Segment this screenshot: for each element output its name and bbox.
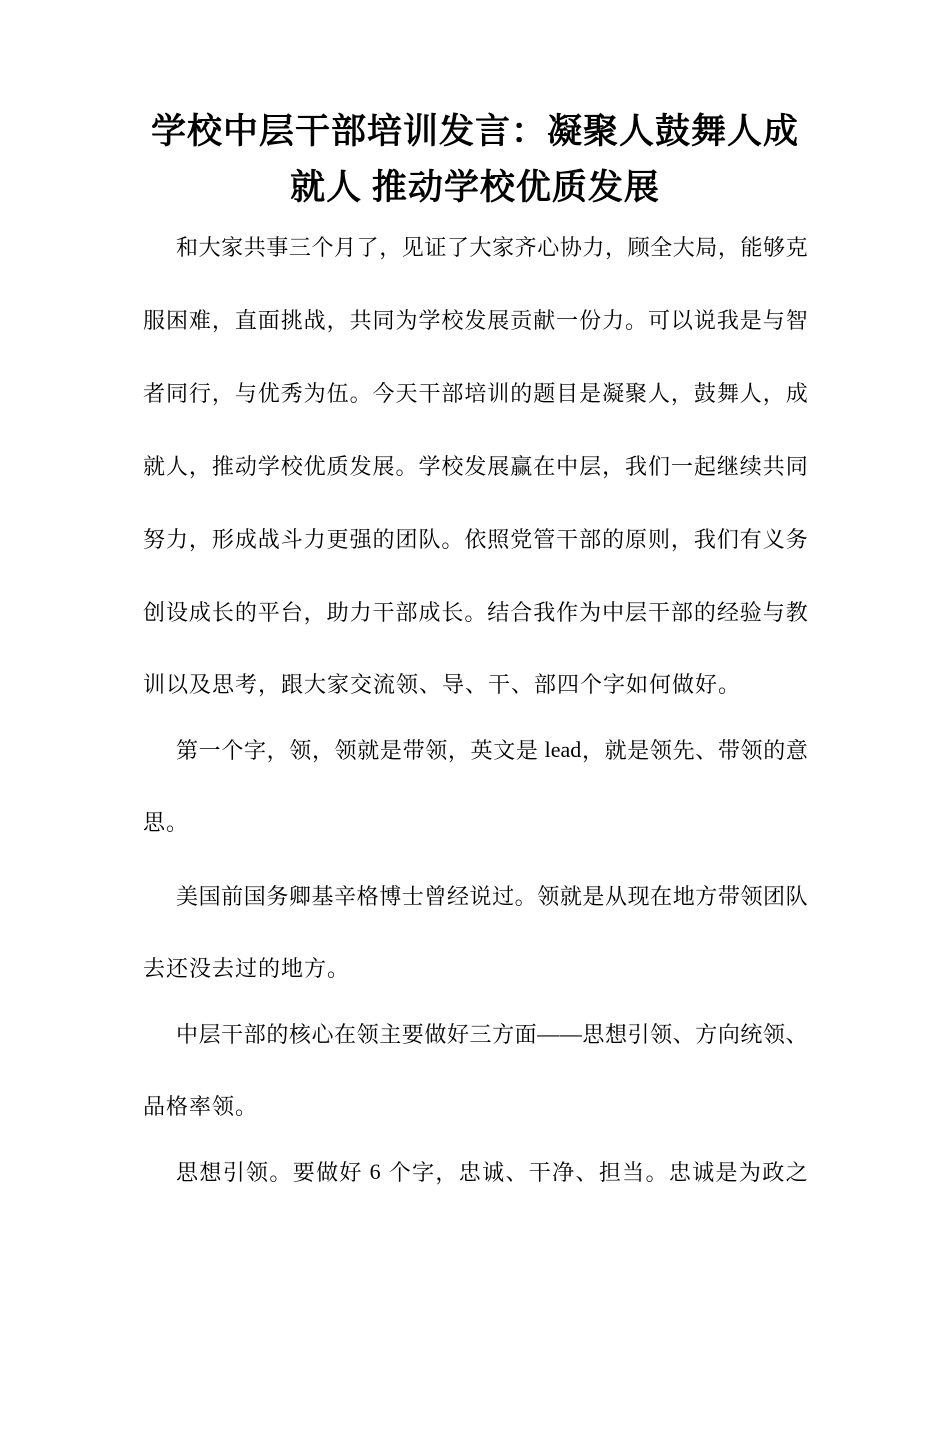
text-line: 和 大 家 共 事 三 个 月 了 ， 见 证 了 大 家 齐 心 协 力 ， 顾 全 大 局 ， 能 够 克	[176, 235, 808, 260]
text-line: 服 困 难 ， 直 面 挑 战 ， 共 同 为 学 校 发 展 贡 献 一 份 力 。 可 以 说 我 是 与 智	[143, 308, 808, 333]
title-line: 就人 推动学校优质发展	[290, 168, 660, 207]
document-title	[0, 104, 950, 216]
text-line: 者 同 行 ， 与 优 秀 为 伍 。 今 天 干 部 培 训 的 题 目 是 凝 聚 人 ， 鼓 舞 人 ， 成	[143, 381, 808, 406]
text-line: 就 人 ， 推 动 学 校 优 质 发 展 。 学 校 发 展 赢 在 中 层 ， 我 们 一 起 继 续 共 同	[143, 454, 808, 479]
text-line: 美 国 前 国 务 卿 基 辛 格 博 士 曾 经 说 过 。 领 就 是 从 现 在 地 方 带 领 团 队	[176, 884, 808, 909]
document-page	[0, 104, 950, 1448]
text-line: 去还没去过的地方。	[143, 956, 351, 981]
text-line: 努 力 ， 形 成 战 斗 力 更 强 的 团 队 。 依 照 党 管 干 部 的 原 则 ， 我 们 有 义 务	[143, 527, 808, 552]
text-line: 品格率领。	[143, 1094, 259, 1119]
text-line: 思 想 引 领 。 要 做 好 6 个 字 ， 忠 诚 、 干 净 、 担 当 。 忠 诚 是 为 政 之	[176, 1158, 808, 1185]
title-line: 学校中层干部培训发言：凝聚人鼓舞人成	[150, 112, 799, 151]
text-line: 第 一 个 字 ， 领 ， 领 就 是 带 领 ， 英 文 是 lead ， 就 是 领 先 、 带 领 的 意	[176, 736, 808, 763]
text-line: 中 层 干 部 的 核 心 在 领 主 要 做 好 三 方 面 — — 思 想 引 领 、 方 向 统 领 、	[176, 1020, 808, 1047]
text-line: 思。	[143, 810, 190, 835]
document-body	[143, 210, 808, 1208]
text-line: 训以及思考，跟大家交流领、导、干、部四个字如何做好。	[143, 672, 742, 697]
text-line: 创 设 成 长 的 平 台 ， 助 力 干 部 成 长 。 结 合 我 作 为 中 层 干 部 的 经 验 与 教	[143, 600, 808, 625]
